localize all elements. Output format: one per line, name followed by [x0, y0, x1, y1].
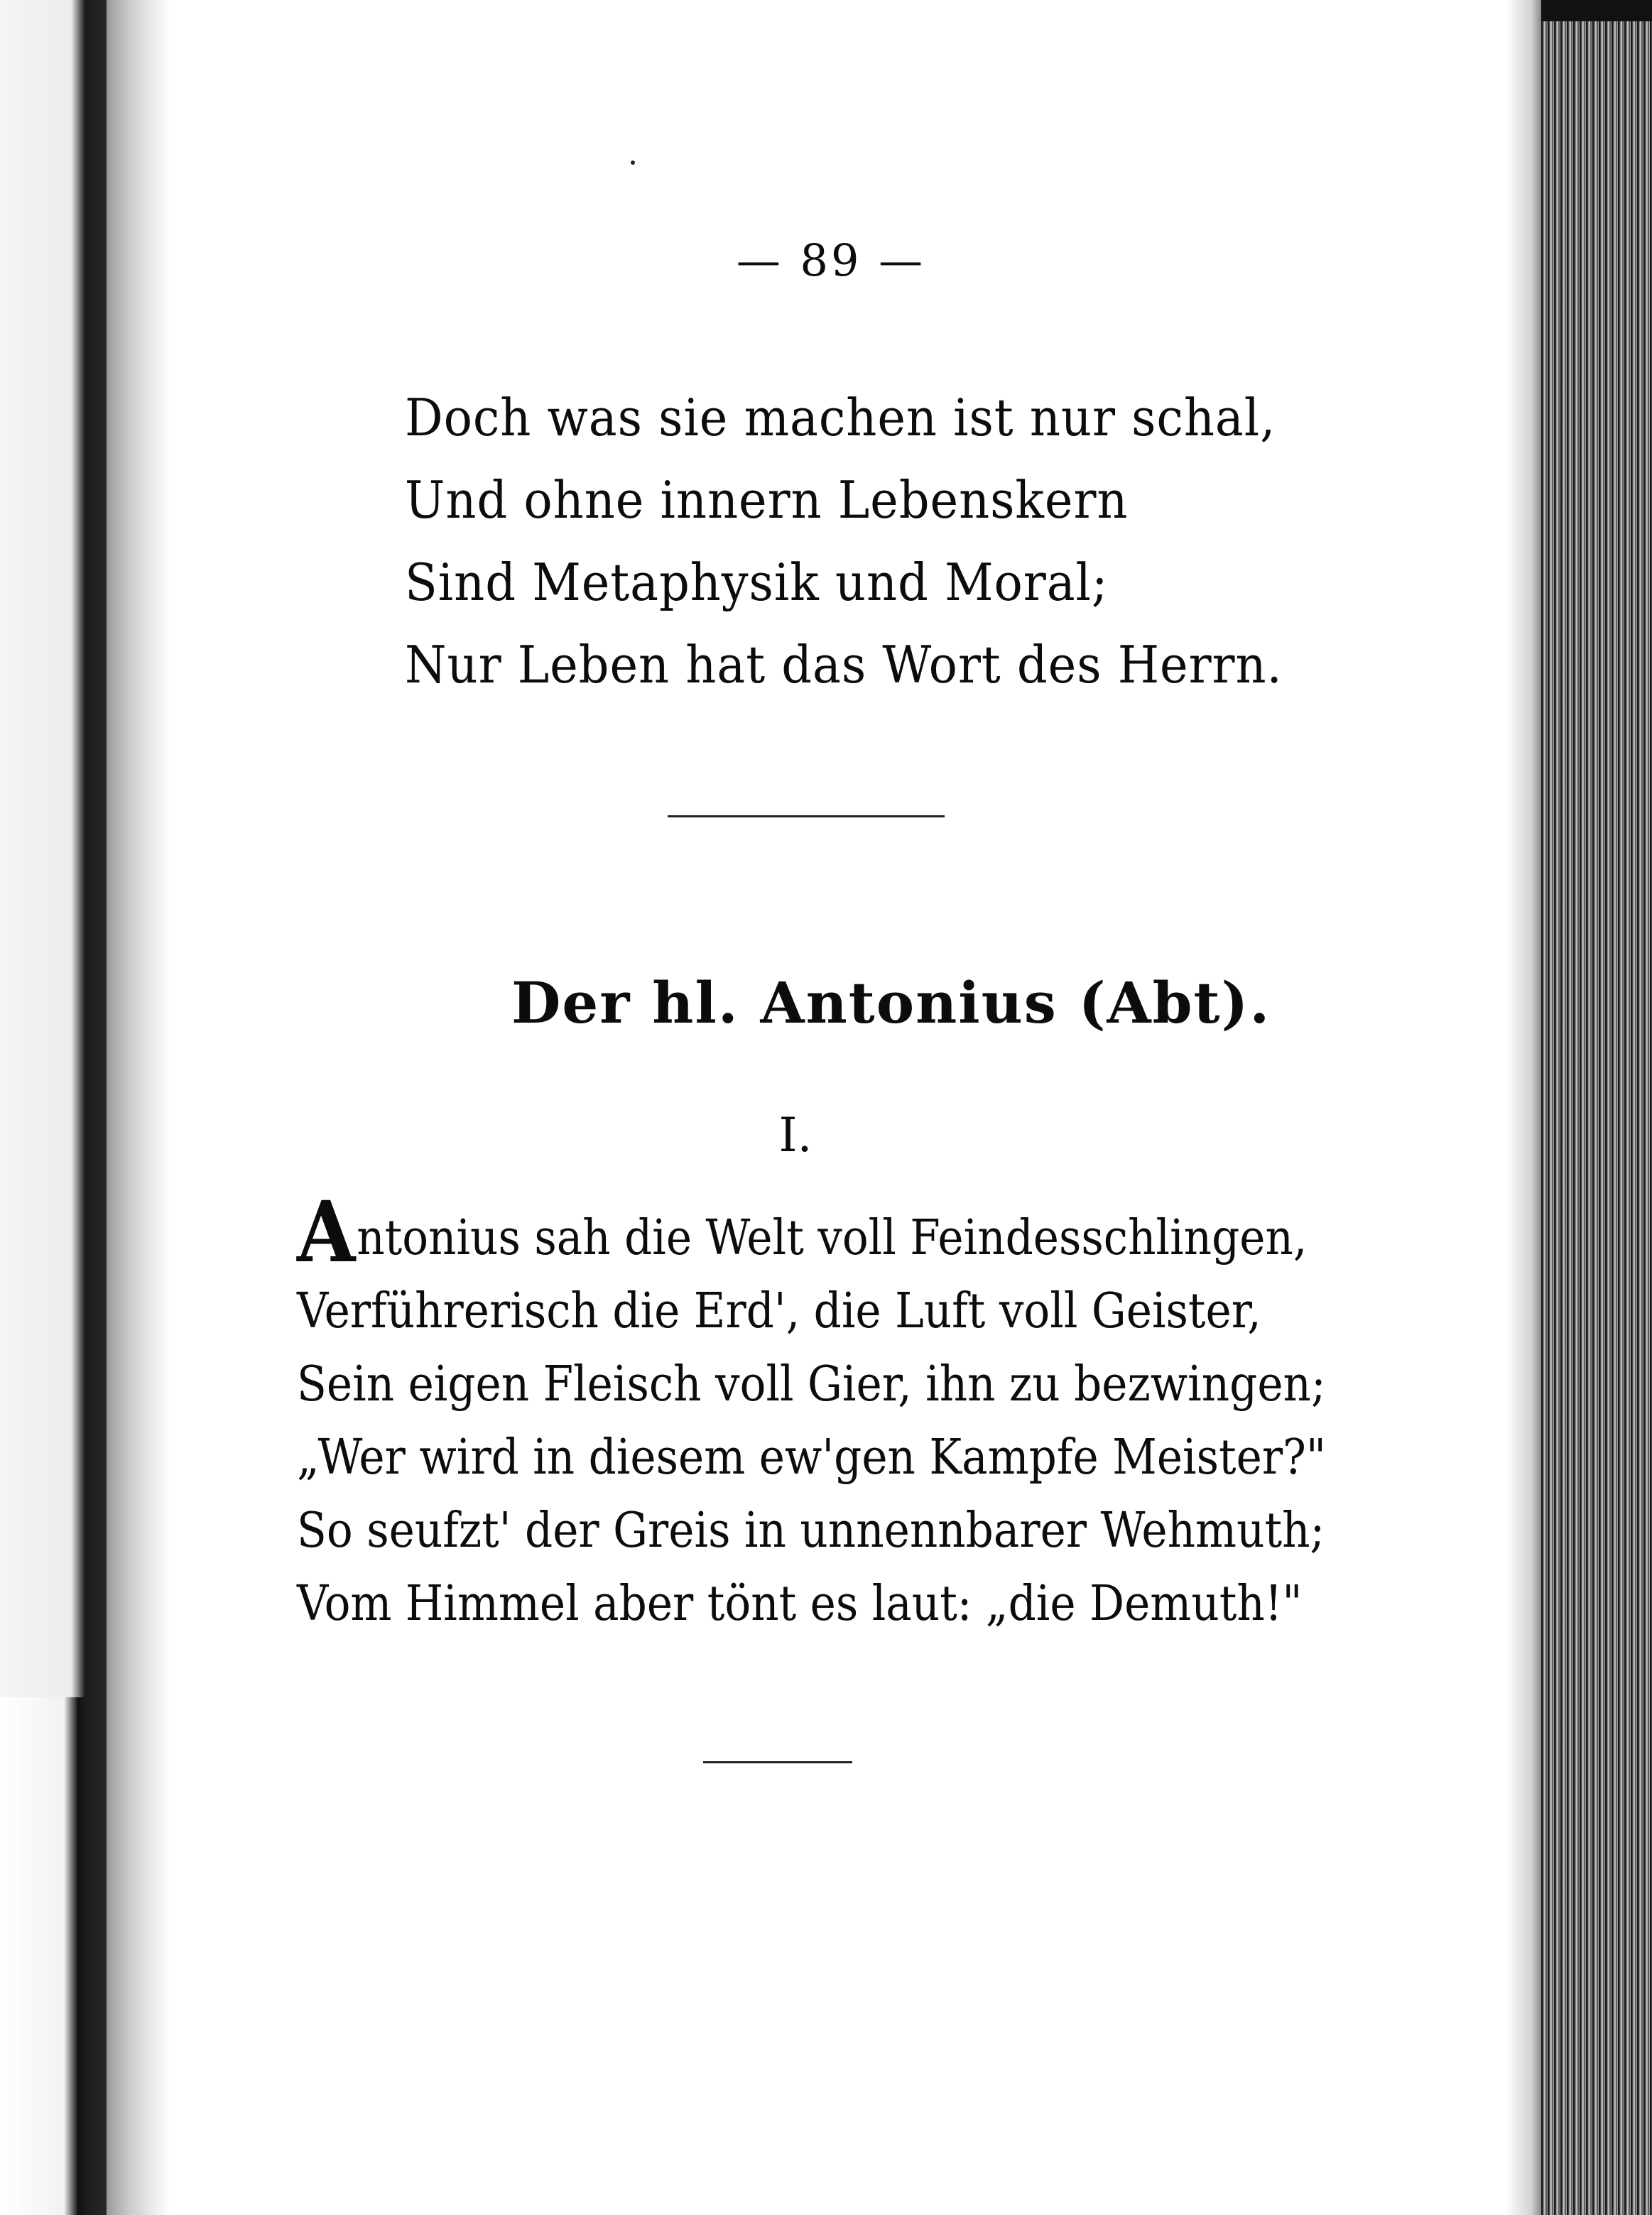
section-number: I. — [778, 1108, 813, 1163]
page-number: — 89 — — [736, 234, 926, 286]
section-divider — [668, 815, 945, 817]
stanza-line: So seufzt' der Greis in unnennbarer Wehmuth; — [297, 1503, 1325, 1559]
verse-line: Sind Metaphysik und Moral; — [405, 553, 1109, 612]
verse-line: Und ohne innern Lebenskern — [405, 470, 1129, 530]
drop-initial: A — [297, 1182, 356, 1281]
stanza-line: Verführerisch die Erd', die Luft voll Geister, — [297, 1283, 1261, 1339]
stanza-line: „Wer wird in diesem ew'gen Kampfe Meister?" — [297, 1430, 1327, 1486]
ink-speck — [631, 160, 635, 165]
stanza-line: Vom Himmel aber tönt es laut: „die Demuth!" — [297, 1576, 1303, 1632]
binding-gutter-lower — [0, 1697, 92, 2215]
verse-line: Doch was sie machen ist nur schal, — [405, 388, 1276, 447]
end-divider — [703, 1761, 852, 1763]
stanza-line: Sein eigen Fleisch voll Gier, ihn zu bezwingen; — [297, 1356, 1326, 1413]
verse-line: Nur Leben hat das Wort des Herrn. — [405, 635, 1283, 695]
closing-verse — [405, 376, 1349, 706]
gutter-shadow — [107, 0, 170, 2215]
stacked-page-edges — [1541, 0, 1652, 2215]
stanza-line-first — [297, 1182, 1326, 1281]
poem-title: Der hl. Antonius (Abt). — [511, 969, 1271, 1036]
poem-stanza — [297, 1182, 1440, 1640]
first-line-text: ntonius sah die Welt voll Feindesschlingen, — [357, 1210, 1308, 1266]
page-edge-top — [1541, 0, 1652, 21]
